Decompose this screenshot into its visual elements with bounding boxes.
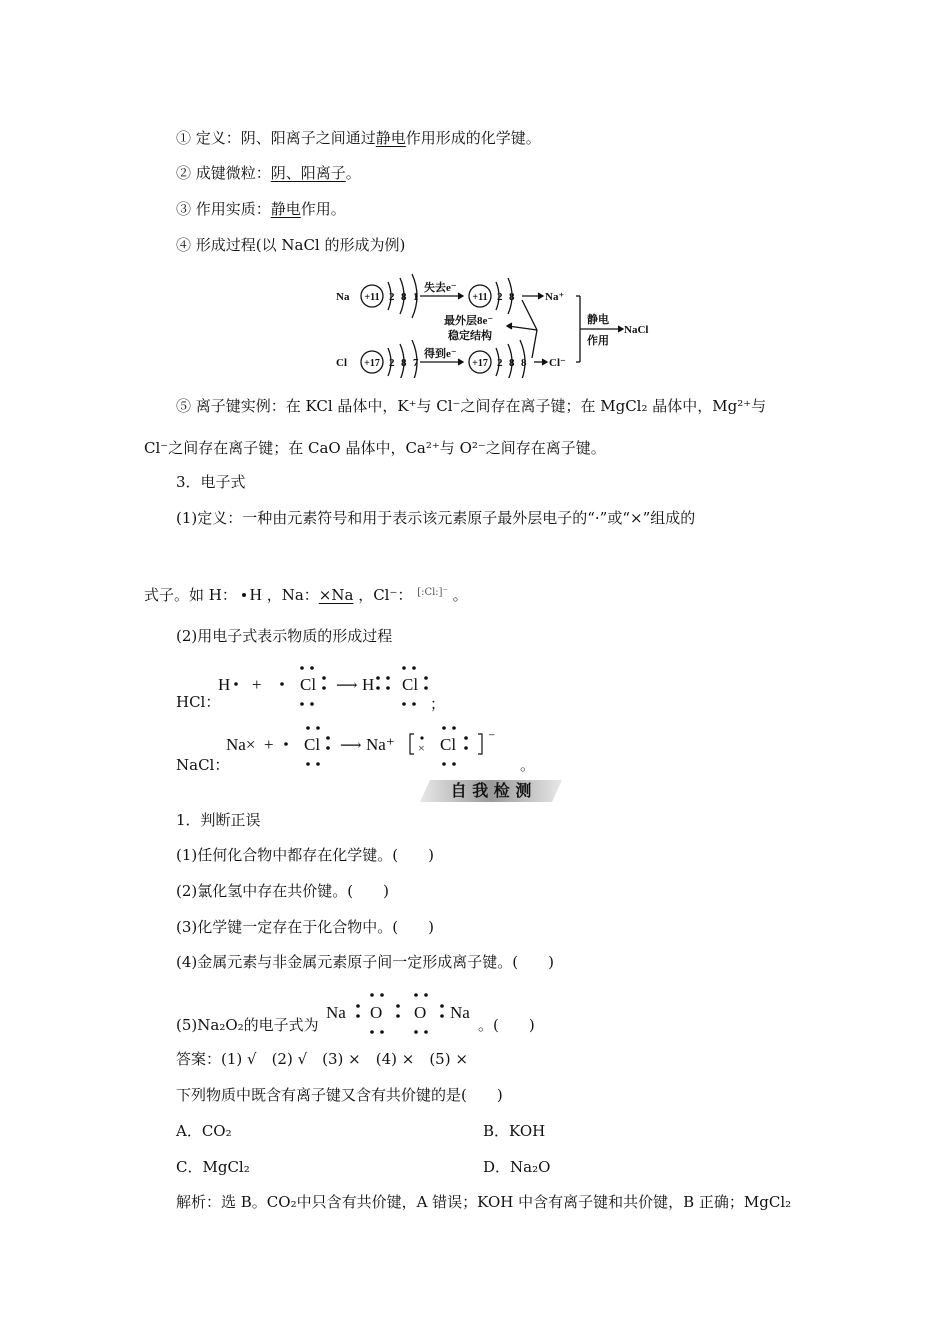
nacl-label: NaCl：: [176, 756, 230, 774]
analysis-line: 解析：选 B。CO₂中只含有共价键，A 错误；KOH 中含有离子键和共价键，B 正确；MgCl₂: [176, 1193, 792, 1211]
self-check-banner: [420, 780, 562, 802]
na-electron-formula: ×Na: [318, 586, 354, 604]
answer-line: 答案：(1) √ (2) √ (3) × (4) × (5) ×: [176, 1050, 468, 1068]
option-c: C．MgCl₂: [176, 1158, 250, 1176]
na-ion-shell-2: 8: [509, 291, 515, 303]
na-ion-nucleus: +11: [472, 292, 488, 303]
cl-ion-shell-3: 8: [521, 357, 527, 369]
electrostatic-label-2: 作用: [587, 335, 609, 347]
item-definition: ① 定义：阴、阳离子之间通过静电作用形成的化学键。: [176, 129, 541, 147]
statement-2: (2)氯化氢中存在共价键。( ): [176, 882, 389, 900]
electron-formula-definition: (1)定义：一种由元素符号和用于表示该元素原子最外层电子的“·”或“×”组成的: [176, 509, 696, 527]
na-shell-2: 8: [401, 291, 407, 303]
svg-text:Na: Na: [326, 1003, 346, 1022]
hcl-label: HCl：: [176, 693, 221, 711]
hcl-formation-formula: [216, 662, 446, 710]
statement-3: (3)化学键一定存在于化合物中。( ): [176, 918, 434, 936]
item-examples-line-1: ⑤ 离子键实例：在 KCl 晶体中，K⁺与 Cl⁻之间存在离子键；在 MgCl₂ 晶体中，Mg²⁺与: [176, 397, 767, 415]
svg-text:H: H: [362, 675, 375, 694]
na-ion-label: Na⁺: [545, 291, 565, 303]
question-2-stem: 下列物质中既含有离子键又含有共价键的是( ): [176, 1086, 503, 1104]
nacl-end-punct: 。: [520, 756, 536, 774]
svg-text:O: O: [370, 1003, 383, 1022]
cl-ion-shell-2: 8: [509, 357, 515, 369]
na-symbol: Na: [336, 291, 350, 303]
svg-text:H: H: [218, 675, 231, 694]
cl-symbol: Cl: [336, 357, 347, 369]
cl-nucleus: +17: [364, 358, 380, 369]
na-nucleus: +11: [364, 292, 380, 303]
na-shell-3: 1: [413, 291, 419, 303]
item-essence: ③ 作用实质：静电作用。: [176, 200, 346, 218]
svg-text:⁻: ⁻: [488, 731, 496, 746]
na2o2-electron-formula: [326, 990, 476, 1036]
section-heading-electron-formula: 3．电子式: [176, 473, 246, 491]
svg-text:⟶: ⟶: [340, 738, 362, 754]
hcl-end-punct: ；: [430, 695, 446, 713]
nacl-formation-diagram: [332, 266, 662, 378]
svg-text:⟶: ⟶: [336, 678, 358, 694]
stable-line-2: 稳定结构: [448, 330, 492, 342]
nacl-formation-formula: [226, 722, 516, 770]
question-1-heading: 1．判断正误: [176, 811, 261, 829]
nacl-product-label: NaCl: [624, 324, 649, 336]
svg-text:Cl: Cl: [304, 735, 321, 754]
gain-electron-label: 得到e⁻: [424, 348, 457, 360]
cl-ion-nucleus: +17: [472, 358, 488, 369]
lose-electron-label: 失去e⁻: [424, 282, 457, 294]
cl-ion-electron-formula: [:Cl:]⁻: [417, 587, 448, 598]
cl-shell-3: 7: [413, 357, 419, 369]
cl-ion-shell-1: 2: [497, 357, 503, 369]
statement-4: (4)金属元素与非金属元素原子间一定形成离子键。( ): [176, 953, 554, 971]
option-b: B．KOH: [483, 1122, 546, 1140]
stable-line-1: 最外层8e⁻: [444, 315, 494, 327]
svg-text:×: ×: [418, 741, 425, 755]
h-electron-formula: H: [242, 585, 262, 605]
statement-1: (1)任何化合物中都存在化学键。( ): [176, 846, 434, 864]
svg-text:Na×: Na×: [226, 735, 256, 754]
formation-process-heading: (2)用电子式表示物质的形成过程: [176, 627, 393, 645]
svg-text:Cl: Cl: [300, 675, 317, 694]
cl-ion-label: Cl⁻: [549, 357, 566, 369]
na-shell-1: 2: [389, 291, 395, 303]
cl-shell-1: 2: [389, 357, 395, 369]
statement-5-suffix: 。( ): [478, 1016, 535, 1034]
svg-text:Cl: Cl: [440, 735, 457, 754]
na-ion-shell-1: 2: [497, 291, 503, 303]
option-a: A．CO₂: [176, 1122, 232, 1140]
svg-text:O: O: [414, 1003, 427, 1022]
item-examples-line-2: Cl⁻之间存在离子键；在 CaO 晶体中，Ca²⁺与 O²⁻之间存在离子键。: [144, 439, 606, 457]
svg-text:Na⁺: Na⁺: [366, 735, 395, 754]
svg-text:+: +: [252, 675, 262, 694]
svg-text:Cl: Cl: [402, 675, 419, 694]
option-d: D．Na₂O: [483, 1158, 551, 1176]
statement-5-prefix: (5)Na₂O₂的电子式为: [176, 1016, 319, 1034]
cl-shell-2: 8: [401, 357, 407, 369]
electrostatic-label-1: 静电: [587, 314, 609, 326]
item-formation-process: ④ 形成过程(以 NaCl 的形成为例): [176, 236, 406, 254]
electron-formula-examples: 式子。如 H： H ，Na：×Na ，Cl⁻： $^{[:Cl:]^-}$ 。: [144, 585, 468, 604]
svg-text:+: +: [264, 735, 274, 754]
item-particles: ② 成键微粒：阴、阳离子。: [176, 164, 361, 182]
self-check-title: 自 我 检 测: [450, 781, 532, 800]
svg-text:Na: Na: [450, 1003, 470, 1022]
